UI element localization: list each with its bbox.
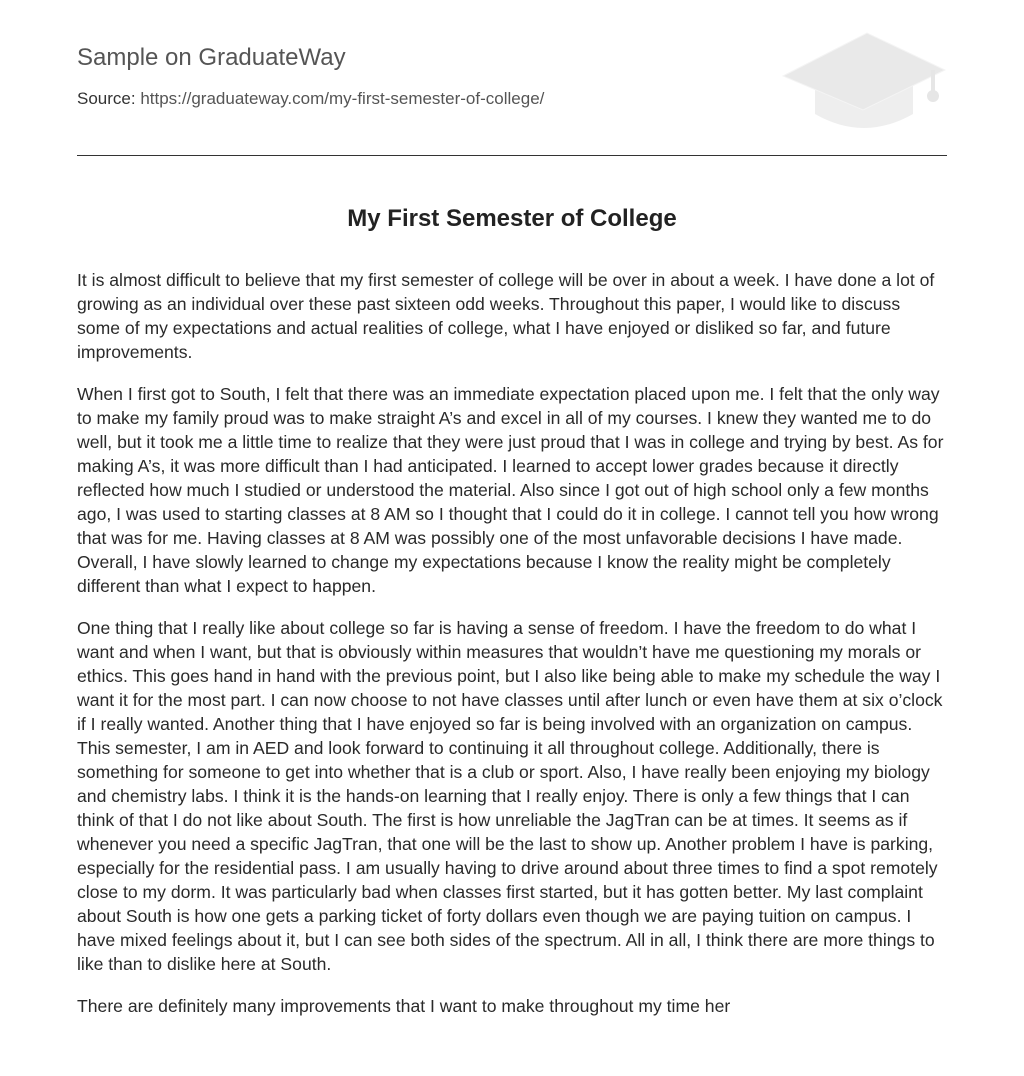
paragraph: There are definitely many improvements that I want to make throughout my time her [77,996,731,1016]
article-body [77,268,947,1036]
source-link[interactable]: https://graduateway.com/my-first-semester-of-college/ [140,89,545,108]
source-label: Source: [77,89,136,108]
paragraph: It is almost difficult to believe that my first semester of college will be over in about a week. I have done a lot of growing as an individual over these past sixteen odd weeks. Throughout this paper, I would like to discuss some of my expectations and actual realities of college, what I have enjoyed or disliked so far, and future improvements. [77,270,935,362]
source-line [77,89,544,109]
paragraph: When I first got to South, I felt that there was an immediate expectation placed upon me. I felt that the only way to make my family proud was to make straight A’s and excel in all of my courses. I knew they wanted me to do well, but it took me a little time to realize that they were just proud that I was in college and trying by best. As for making A’s, it was more difficult than I had anticipated. I learned to accept lower grades because it directly reflected how much I studied or understood the material. Also since I got out of high school only a few months ago, I was used to starting classes at 8 AM so I thought that I could do it in college. I cannot tell you how wrong that was for me. Having classes at 8 AM was possibly one of the most unfavorable decisions I have made. Overall, I have slowly learned to change my expectations because I know the reality might be completely different than what I expect to happen. [77,384,944,596]
paragraph: One thing that I really like about college so far is having a sense of freedom. I have the freedom to do what I want and when I want, but that is obviously within measures that wouldn’t have me questioning my morals or ethics. This goes hand in hand with the previous point, but I also like being able to make my schedule the way I want it for the most part. I can now choose to not have classes until after lunch or even have them at six o’clock if I really wanted. Another thing that I have enjoyed so far is being involved with an organization on campus. This semester, I am in AED and look forward to continuing it all throughout college. Additionally, there is something for someone to get into whether that is a club or sport. Also, I have really been enjoying my biology and chemistry labs. I think it is the hands-on learning that I really enjoy. There is only a few things that I can think of that I do not like about South. The first is how unreliable the JagTran can be at times. It seems as if whenever you need a specific JagTran, that one will be the last to show up. Another problem I have is parking, especially for the residential pass. I am usually having to drive around about three times to find a spot remotely close to my dorm. It was particularly bad when classes first started, but it has gotten better. My last complaint about South is how one gets a parking ticket of forty dollars even though we are paying tuition on campus. I have mixed feelings about it, but I can see both sides of the spectrum. All in all, I think there are more things to like than to dislike here at South. [77,618,943,974]
site-title: Sample on GraduateWay [77,44,346,71]
page-header [77,0,947,156]
header-divider [77,155,947,156]
graduation-cap-icon [781,30,947,134]
document-title: My First Semester of College [347,205,677,232]
